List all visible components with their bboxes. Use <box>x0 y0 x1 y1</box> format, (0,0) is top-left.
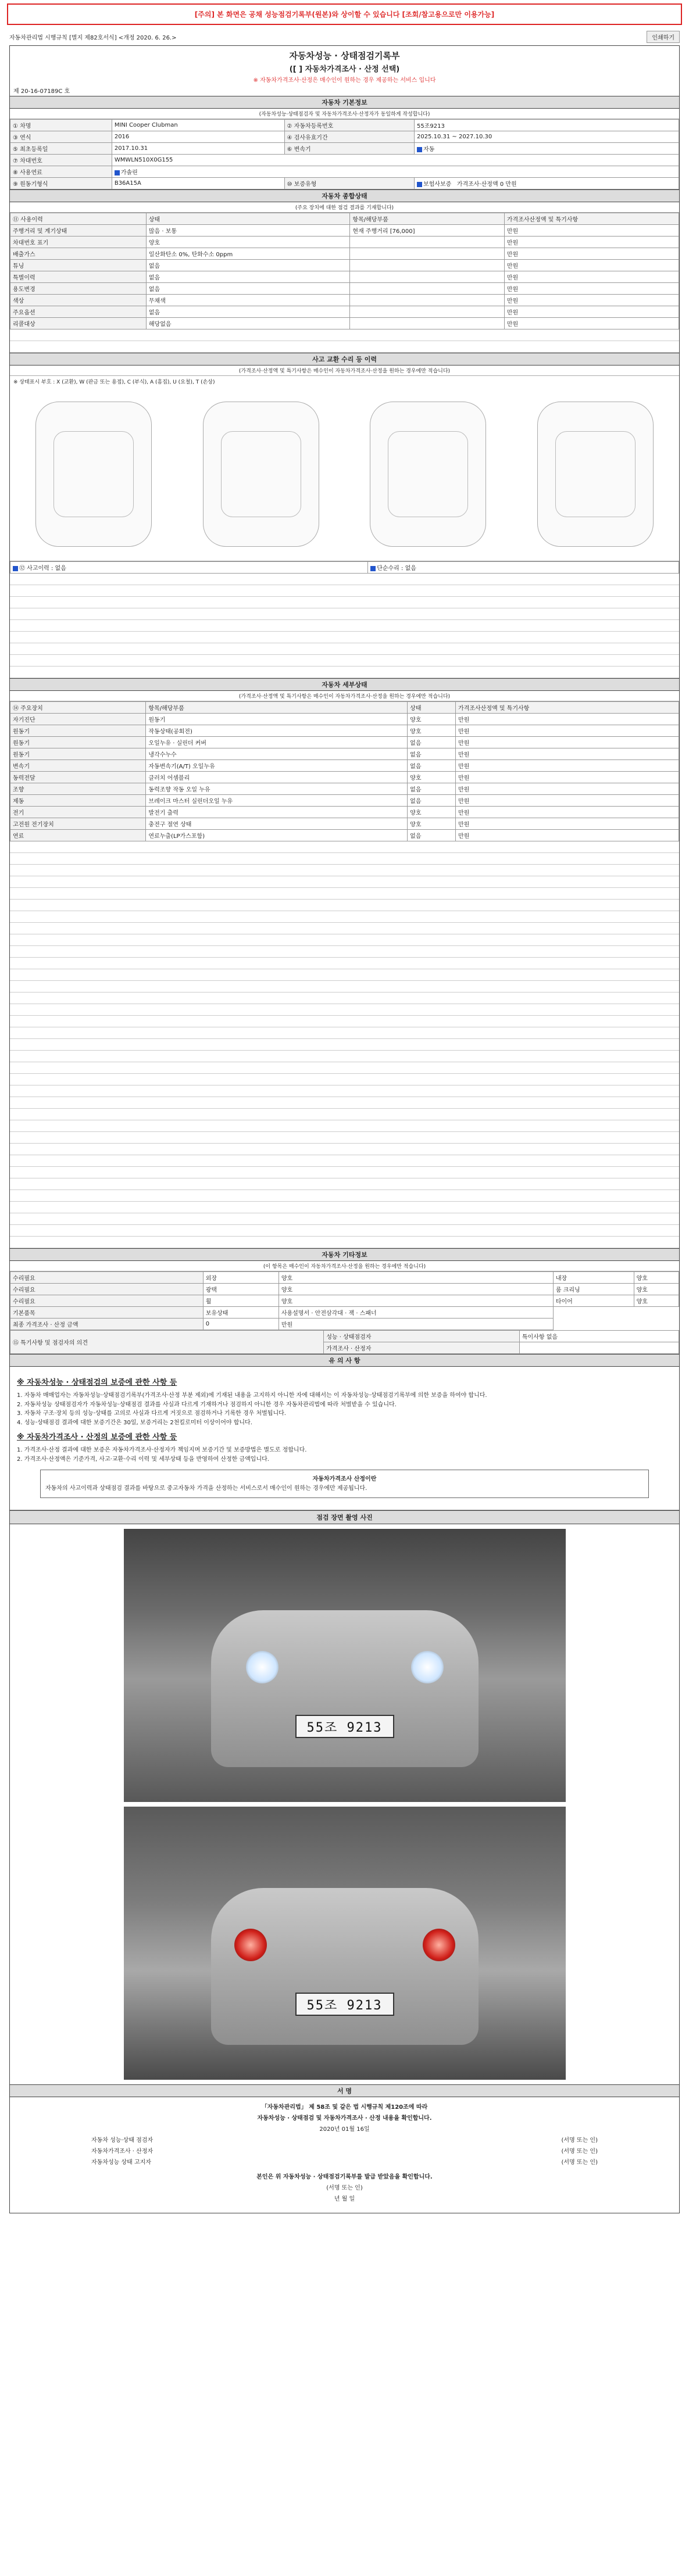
value-cell: 2016 <box>112 131 284 143</box>
guide-text <box>10 1367 679 1510</box>
guide-paragraph: 3. 자동차 구조·장치 등의 성능·상태를 고의로 사실과 다르게 거짓으로 점검하거나 기록한 경우 처벌됩니다. <box>17 1410 286 1417</box>
car-body-rear <box>211 1888 479 2045</box>
signature-field[interactable]: (서명 또는 인) <box>561 2148 598 2155</box>
guide-paragraph: 4. 성능·상태점검 결과에 대한 보증기간은 30일, 보증거리는 2천킬로미터 이상이어야 합니다. <box>17 1419 252 1426</box>
label-cell: 변속기 <box>10 760 146 772</box>
table-row <box>10 166 679 178</box>
value-cell: 클러치 어셈블리 <box>146 772 408 783</box>
value-cell: 룸 크리닝 <box>553 1284 634 1295</box>
guide-paragraph: 1. 자동차 매매업자는 자동차성능·상태점검기록부(가격조사·산정 부분 제외)에 기재된 내용을 고지하지 아니한 자에 대해서는 이 자동차성능·상태점검기록부에 의한 보증을 하여야 합니다. <box>17 1392 487 1399</box>
signature-label: 자동차가격조사 · 산정자 <box>91 2148 153 2155</box>
label-cell: ⑮ 특기사항 및 점검자의 의견 <box>10 1331 324 1354</box>
value-cell: 양호 <box>634 1272 679 1284</box>
value-cell: 만원 <box>504 318 679 329</box>
value-cell: 충전구 절연 상태 <box>146 818 408 830</box>
value-cell: 없음 <box>146 271 350 283</box>
basic-info-heading: 자동차 기본정보 <box>10 96 679 109</box>
table-row <box>10 295 679 306</box>
table-row <box>10 237 679 248</box>
label-cell: ⑧ 사용연료 <box>10 166 112 178</box>
label-cell: ⑩ 보증유형 <box>284 178 414 189</box>
table-row <box>10 143 679 155</box>
value-cell <box>519 1342 679 1354</box>
table-row <box>10 283 679 295</box>
car-frame-view <box>370 402 486 547</box>
value-cell <box>350 248 504 260</box>
signature-law: 「자동차관리법」 제 58조 및 같은 법 시행규칙 제120조에 따라 <box>261 2104 428 2111</box>
table-row <box>10 1319 679 1330</box>
checkbox-icon <box>115 170 120 175</box>
signature-law-2: 자동차성능 · 상태점검 및 자동차가격조사 · 산정 내용을 확인합니다. <box>257 2115 432 2122</box>
signature-label: 자동차성능 상태 고지자 <box>91 2159 151 2166</box>
table-row <box>10 225 679 237</box>
value-cell: 일산화탄소 0%, 탄화수소 0ppm <box>146 248 350 260</box>
value-cell <box>350 295 504 306</box>
value-cell: 0 <box>203 1319 279 1330</box>
value-cell: 양호 <box>634 1295 679 1307</box>
taillight-right-icon <box>423 1929 455 1961</box>
value-cell: 만원 <box>504 225 679 237</box>
value-cell: 만원 <box>456 783 679 795</box>
table-row <box>10 1272 679 1284</box>
receiver-signature-field[interactable]: (서명 또는 인) <box>326 2185 363 2192</box>
guide-paragraph: 1. 가격조사·산정 결과에 대한 보증은 자동차가격조사·산정자가 책임지며 보증기간 및 보증방법은 별도로 정합니다. <box>17 1447 307 1454</box>
value-cell: 가격조사산정액 및 특기사항 <box>456 702 679 714</box>
value-cell: 양호 <box>408 714 456 725</box>
label-cell: 특별이력 <box>10 271 147 283</box>
label-text: 가격조사·산정액 <box>456 181 498 188</box>
license-plate-rear: 55조 9213 <box>295 1993 394 2016</box>
repair-text: 단순수리 : 없음 <box>377 565 416 572</box>
value-cell: 없음 <box>146 306 350 318</box>
value-text: 0 <box>499 181 504 188</box>
value-cell: 해당없음 <box>146 318 350 329</box>
table-row <box>10 1331 679 1342</box>
checkbox-icon <box>13 566 18 571</box>
value-cell <box>414 178 679 189</box>
table-row <box>10 1284 679 1295</box>
checkbox-icon <box>417 182 422 187</box>
signature-heading: 서 명 <box>10 2084 679 2097</box>
accident-heading: 사고 교환 수리 등 이력 <box>10 353 679 366</box>
info-box-title: 자동차가격조사 산정이란 <box>312 1476 377 1483</box>
value-cell: 만원 <box>456 818 679 830</box>
value-cell: 양호 <box>279 1284 553 1295</box>
value-cell: 브레이크 마스터 실린더오일 누유 <box>146 795 408 807</box>
extra-subtitle: (이 항목은 매수인이 자동차가격조사·산정을 원하는 경우에만 적습니다) <box>10 1261 679 1271</box>
table-row <box>10 737 679 748</box>
value-cell: 만원 <box>456 795 679 807</box>
value-cell: 현재 주행거리 [76,000] <box>350 225 504 237</box>
title-block <box>10 46 679 85</box>
signature-block <box>10 2097 679 2213</box>
guide-paragraph: 2. 가격조사·산정액은 기준가격, 사고·교환·수리 이력 및 세부상태 등을 반영하여 산정한 금액입니다. <box>17 1456 269 1463</box>
photos-heading: 점검 장면 촬영 사진 <box>10 1510 679 1524</box>
label-cell: 수리필요 <box>10 1284 204 1295</box>
history-text: ⑫ 사고이력 : 없음 <box>19 565 66 572</box>
value-cell: 발전기 출력 <box>146 807 408 818</box>
value-cell: 만원 <box>456 714 679 725</box>
label-cell: 연료 <box>10 830 146 841</box>
signature-row <box>91 2146 598 2157</box>
value-cell: 만원 <box>504 260 679 271</box>
overall-state-heading: 자동차 종합상태 <box>10 189 679 202</box>
value-cell: WMWLN510X0G155 <box>112 155 679 166</box>
value-cell: 없음 <box>146 283 350 295</box>
value-cell: 광택 <box>203 1284 279 1295</box>
value-cell: 양호 <box>146 237 350 248</box>
value-cell: 양호 <box>408 772 456 783</box>
label-cell: 원동기 <box>10 725 146 737</box>
value-cell: MINI Cooper Clubman <box>112 120 284 131</box>
inspector-table <box>10 1330 679 1354</box>
law-reference: 자동차관리법 시행규칙 [별지 제82호서식] <개정 2020. 6. 26.> <box>9 35 177 41</box>
value-cell: 무채색 <box>146 295 350 306</box>
table-row <box>10 562 679 574</box>
table-row <box>10 120 679 131</box>
basic-info-subtitle: (자동차성능·상태점검자 및 자동차가격조사·산정자가 동일하게 작성합니다) <box>10 109 679 119</box>
label-cell: 최종 가격조사 · 산정 금액 <box>10 1319 204 1330</box>
table-row <box>10 818 679 830</box>
car-top-view <box>203 402 319 547</box>
value-cell: 55조9213 <box>414 120 679 131</box>
value-cell: 냉각수누수 <box>146 748 408 760</box>
value-cell: 연료누출(LP가스포함) <box>146 830 408 841</box>
label-cell: ⑭ 주요장치 <box>10 702 146 714</box>
value-cell: 없음 <box>146 260 350 271</box>
value-cell: 휠 <box>203 1295 279 1307</box>
value-cell <box>414 143 679 155</box>
value-cell: 동력조향 작동 오일 누유 <box>146 783 408 795</box>
table-row <box>10 714 679 725</box>
overall-state-table <box>10 213 679 329</box>
table-row <box>10 725 679 737</box>
accident-filler <box>10 574 679 678</box>
value-cell: 보유상태 <box>203 1307 279 1319</box>
state-filler <box>10 329 679 353</box>
value-cell: 만원 <box>504 271 679 283</box>
guide-section-title: ※ 자동차가격조사 · 산정의 보증에 관한 사항 등 <box>17 1433 177 1442</box>
checkbox-icon <box>370 566 376 571</box>
label-cell: ⑨ 원동기형식 <box>10 178 112 189</box>
value-cell: 상태 <box>408 702 456 714</box>
label-cell: 원동기 <box>10 748 146 760</box>
label-cell: 가격조사 · 산정자 <box>324 1342 520 1354</box>
value-cell: 양호 <box>408 818 456 830</box>
value-cell: 없음 <box>408 795 456 807</box>
detail-filler <box>10 841 679 1248</box>
value-cell: 내장 <box>553 1272 634 1284</box>
value-cell <box>350 306 504 318</box>
table-row <box>10 807 679 818</box>
label-cell: 기본품목 <box>10 1307 204 1319</box>
value-cell: 만원 <box>504 237 679 248</box>
label-cell: 동력전달 <box>10 772 146 783</box>
table-row <box>10 1307 679 1319</box>
value-cell: 만원 <box>279 1319 553 1330</box>
table-row <box>10 772 679 783</box>
value-cell: 없음 <box>408 783 456 795</box>
label-cell: 성능 · 상태점검자 <box>324 1331 520 1342</box>
value-cell: 양호 <box>408 807 456 818</box>
car-body-front <box>211 1610 479 1767</box>
value-cell: 항목/해당부품 <box>350 213 504 225</box>
table-row <box>10 271 679 283</box>
extra-table <box>10 1271 679 1330</box>
signature-bottom-date: 년 월 일 <box>334 2196 355 2203</box>
value-cell: 만원 <box>504 306 679 318</box>
label-cell: 차대번호 표기 <box>10 237 147 248</box>
value-cell: 만원 <box>456 772 679 783</box>
headlight-left-icon <box>246 1651 279 1683</box>
label-cell: 전기 <box>10 807 146 818</box>
guide-paragraph: 2. 자동차성능 상태점검자가 자동차성능·상태점검 결과를 사실과 다르게 기재하거나 점검하지 아니한 경우 자동차관리법에 따라 처벌받을 수 있습니다. <box>17 1401 397 1408</box>
detail-subtitle: (가격조사·산정액 및 특기사항은 매수인이 자동차가격조사·산정을 원하는 경우에만 적습니다) <box>10 691 679 701</box>
value-cell <box>350 318 504 329</box>
notice-banner: [주의] 본 화면은 공채 성능점검기록부(원본)와 상이할 수 있습니다 [조회/참고용으로만 이용가능] <box>7 3 682 25</box>
label-cell: ① 차명 <box>10 120 112 131</box>
value-cell: 양호 <box>634 1284 679 1295</box>
value-cell: 2017.10.31 <box>112 143 284 155</box>
label-cell: ③ 연식 <box>10 131 112 143</box>
guide-heading: 유 의 사 항 <box>10 1354 679 1367</box>
signature-label: 자동차 성능·상태 점검자 <box>91 2137 153 2144</box>
value-cell: B36A15A <box>112 178 284 189</box>
label-cell: 리콜대상 <box>10 318 147 329</box>
value-cell: 작동상태(공회전) <box>146 725 408 737</box>
value-text: 가솔린 <box>120 170 138 176</box>
value-cell: 원동기 <box>146 714 408 725</box>
value-cell <box>10 562 368 574</box>
table-row <box>10 306 679 318</box>
signature-field[interactable]: (서명 또는 인) <box>561 2137 598 2144</box>
value-cell: 만원 <box>456 725 679 737</box>
value-cell: 오일누유 · 실린더 커버 <box>146 737 408 748</box>
value-cell: 만원 <box>456 737 679 748</box>
car-side-view-left <box>35 402 152 547</box>
car-diagram <box>10 387 679 561</box>
symbol-legend: ※ 상태표시 부호 : X (교환), W (판금 또는 용접), C (부식), A (흠집), U (요철), T (손상) <box>13 379 215 385</box>
basic-info-table <box>10 119 679 189</box>
label-cell: 고전원 전기장치 <box>10 818 146 830</box>
label-cell: 제동 <box>10 795 146 807</box>
label-cell: ② 자동차등록번호 <box>284 120 414 131</box>
label-cell: 튜닝 <box>10 260 147 271</box>
value-cell <box>350 283 504 295</box>
value-cell: 만원 <box>456 830 679 841</box>
label-cell: 원동기 <box>10 737 146 748</box>
signature-row <box>91 2157 598 2168</box>
label-cell: 수리필요 <box>10 1272 204 1284</box>
value-cell <box>350 237 504 248</box>
value-cell: 없음 <box>408 748 456 760</box>
label-cell: ④ 검사유효기간 <box>284 131 414 143</box>
value-cell <box>350 271 504 283</box>
value-cell: 만원 <box>504 248 679 260</box>
value-text: 보험사보증 <box>423 181 452 188</box>
value-cell: 만원 <box>456 748 679 760</box>
checkbox-icon <box>417 147 422 152</box>
front-photo <box>124 1529 566 1802</box>
table-row <box>10 783 679 795</box>
value-cell: 없음 <box>408 760 456 772</box>
label-cell: 자기진단 <box>10 714 146 725</box>
value-cell: 없음 <box>408 737 456 748</box>
label-cell: 수리필요 <box>10 1295 204 1307</box>
label-cell: 조향 <box>10 783 146 795</box>
page-subtitle: ([ ] 자동차가격조사 · 산정 선택) <box>289 65 400 74</box>
label-cell: ⑦ 차대번호 <box>10 155 112 166</box>
value-cell: 만원 <box>456 760 679 772</box>
info-box-text: 자동차의 사고이력과 상태점검 결과를 바탕으로 중고자동차 가격을 산정하는 서비스로서 매수인이 원하는 경우에만 제공됩니다. <box>45 1485 367 1492</box>
label-cell: ⑪ 사용이력 <box>10 213 147 225</box>
value-cell: 항목/해당부품 <box>146 702 408 714</box>
value-cell: 2025.10.31 ~ 2027.10.30 <box>414 131 679 143</box>
table-row <box>10 702 679 714</box>
print-button[interactable]: 인쇄하기 <box>647 31 680 43</box>
value-cell: 자동변속기(A/T) 오일누유 <box>146 760 408 772</box>
receiver-statement: 본인은 위 자동차성능 · 상태점검기록부를 발급 받았음을 확인합니다. <box>256 2174 433 2181</box>
table-row <box>10 1295 679 1307</box>
value-cell: 없음 <box>408 830 456 841</box>
value-cell <box>350 260 504 271</box>
table-row <box>10 178 679 189</box>
unit-text: 만원 <box>505 181 517 188</box>
signature-date: 2020년 01월 16일 <box>319 2126 370 2133</box>
car-side-view-right <box>537 402 654 547</box>
value-cell: 사용설명서 · 안전삼각대 · 잭 · 스패너 <box>279 1307 553 1319</box>
table-row <box>10 131 679 143</box>
rear-photo <box>124 1807 566 2080</box>
license-plate-front: 55조 9213 <box>295 1715 394 1738</box>
record-form <box>9 45 680 2213</box>
value-cell: 만원 <box>504 295 679 306</box>
warning-text: ※ 자동차가격조사·산정은 매수인이 원하는 경우 제공하는 서비스 입니다 <box>253 77 436 84</box>
table-row <box>10 795 679 807</box>
detail-table <box>10 701 679 841</box>
detail-heading: 자동차 세부상태 <box>10 678 679 691</box>
table-row <box>10 248 679 260</box>
value-cell <box>112 166 679 178</box>
headlight-right-icon <box>411 1651 444 1683</box>
label-cell: 주행거리 및 계기상태 <box>10 225 147 237</box>
signature-field[interactable]: (서명 또는 인) <box>561 2159 598 2166</box>
value-cell: 상태 <box>146 213 350 225</box>
value-cell: 가격조사산정액 및 특기사항 <box>504 213 679 225</box>
table-row <box>10 260 679 271</box>
info-box <box>40 1470 649 1498</box>
value-cell: 만원 <box>504 283 679 295</box>
document-number: 제 20-16-07189C 호 <box>13 88 70 95</box>
accident-summary-table <box>10 561 679 574</box>
signature-row <box>91 2135 598 2146</box>
taillight-left-icon <box>234 1929 267 1961</box>
label-cell: 용도변경 <box>10 283 147 295</box>
value-cell: 외장 <box>203 1272 279 1284</box>
table-row <box>10 830 679 841</box>
label-cell: ⑥ 변속기 <box>284 143 414 155</box>
value-cell: 많음 · 보통 <box>146 225 350 237</box>
table-row <box>10 760 679 772</box>
value-cell: 양호 <box>279 1295 553 1307</box>
label-cell: 배출가스 <box>10 248 147 260</box>
table-row <box>10 748 679 760</box>
value-cell <box>368 562 679 574</box>
table-row <box>10 318 679 329</box>
top-bar <box>0 28 689 45</box>
value-cell: 양호 <box>408 725 456 737</box>
overall-state-subtitle: (주요 장치에 대한 점검 결과를 기재합니다) <box>10 202 679 213</box>
label-cell: ⑤ 최초등록일 <box>10 143 112 155</box>
accident-subtitle: (가격조사·산정액 및 특기사항은 매수인이 자동차가격조사·산정을 원하는 경우에만 적습니다) <box>10 366 679 376</box>
guide-section-title: ※ 자동차성능 · 상태점검의 보증에 관한 사항 등 <box>17 1378 177 1387</box>
value-text: 자동 <box>423 146 435 153</box>
value-cell: 만원 <box>456 807 679 818</box>
value-cell: 양호 <box>279 1272 553 1284</box>
value-cell: 타이어 <box>553 1295 634 1307</box>
label-cell: 주요옵션 <box>10 306 147 318</box>
label-cell: 색상 <box>10 295 147 306</box>
table-row <box>10 213 679 225</box>
value-cell: 특이사항 없음 <box>519 1331 679 1342</box>
table-row <box>10 155 679 166</box>
page-title: 자동차성능 · 상태점검기록부 <box>289 51 400 61</box>
extra-heading: 자동차 기타정보 <box>10 1248 679 1261</box>
